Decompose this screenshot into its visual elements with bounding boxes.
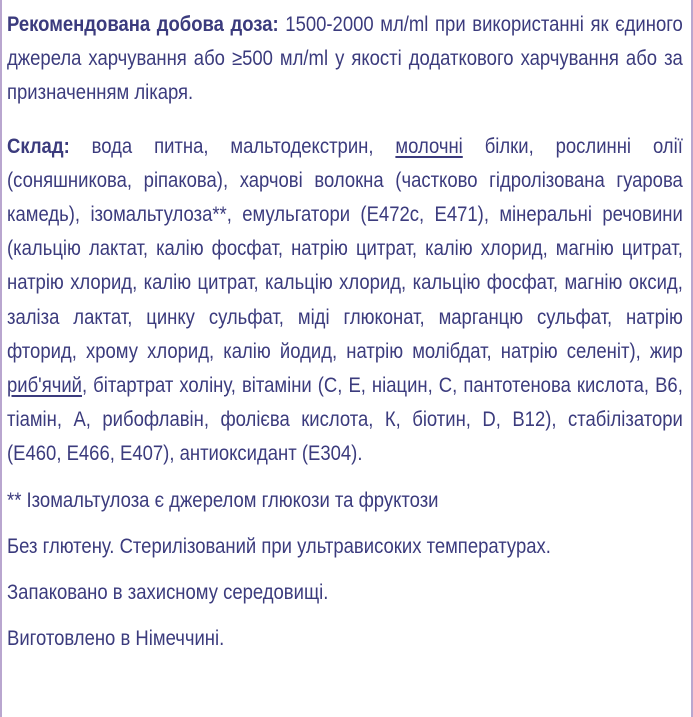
- gluten-statement: Без глютену. Стерилізований при ультрависоких температурах.: [7, 534, 551, 558]
- footnote: ** Ізомальтулоза є джерелом глюкози та фруктози: [7, 488, 439, 512]
- origin-statement: Виготовлено в Німеччині.: [7, 627, 225, 651]
- composition-text-2: білки, рослинні олії (соняшникова, ріпакова), харчові волокна (частково гідролізована гуарова камедь), ізомальтулоза**, емульгатори (Е472с, Е471), мінеральні речовини (кальцію лактат, калію фосфат, натрію цитрат, калію хлорид, магнію цитрат, натрію хлорид, калію цитрат, кальцію хлорид, кальцію фосфат, магнію оксид, заліза лактат, цинку сульфат, міді глюконат, марганцю сульфат, натрію фторид, хрому хлорид, калію йодид, натрію молібдат, натрію селеніт), жир: [7, 134, 683, 363]
- dose-label: Рекомендована добова доза:: [7, 13, 279, 36]
- composition-text-1: вода питна, мальтодекстрин,: [69, 134, 396, 158]
- composition-underlined-1: молочні: [395, 134, 463, 158]
- composition-text-3: , бітартрат холіну, вітаміни (С, Е, ніацин, С, пантотенова кислота, В6, тіамін, А, рибофлавін, фолієва кислота, К, біотин, D, В12), стабілізатори (Е460, Е466, Е407), антиоксидант (Е304).: [7, 374, 683, 466]
- label-text: [7, 8, 683, 656]
- composition-label: Склад:: [7, 134, 70, 158]
- composition-paragraph: [7, 130, 683, 472]
- packaging-statement: Запаковано в захисному середовищі.: [7, 581, 329, 605]
- dose-paragraph: [7, 8, 683, 111]
- dose-text: 1500-2000 мл/ml при використанні як єдиного джерела харчування або ≥500 мл/ml у якості додаткового харчування або за призначенням лікаря.: [7, 13, 683, 105]
- composition-underlined-2: риб'ячий: [7, 374, 83, 398]
